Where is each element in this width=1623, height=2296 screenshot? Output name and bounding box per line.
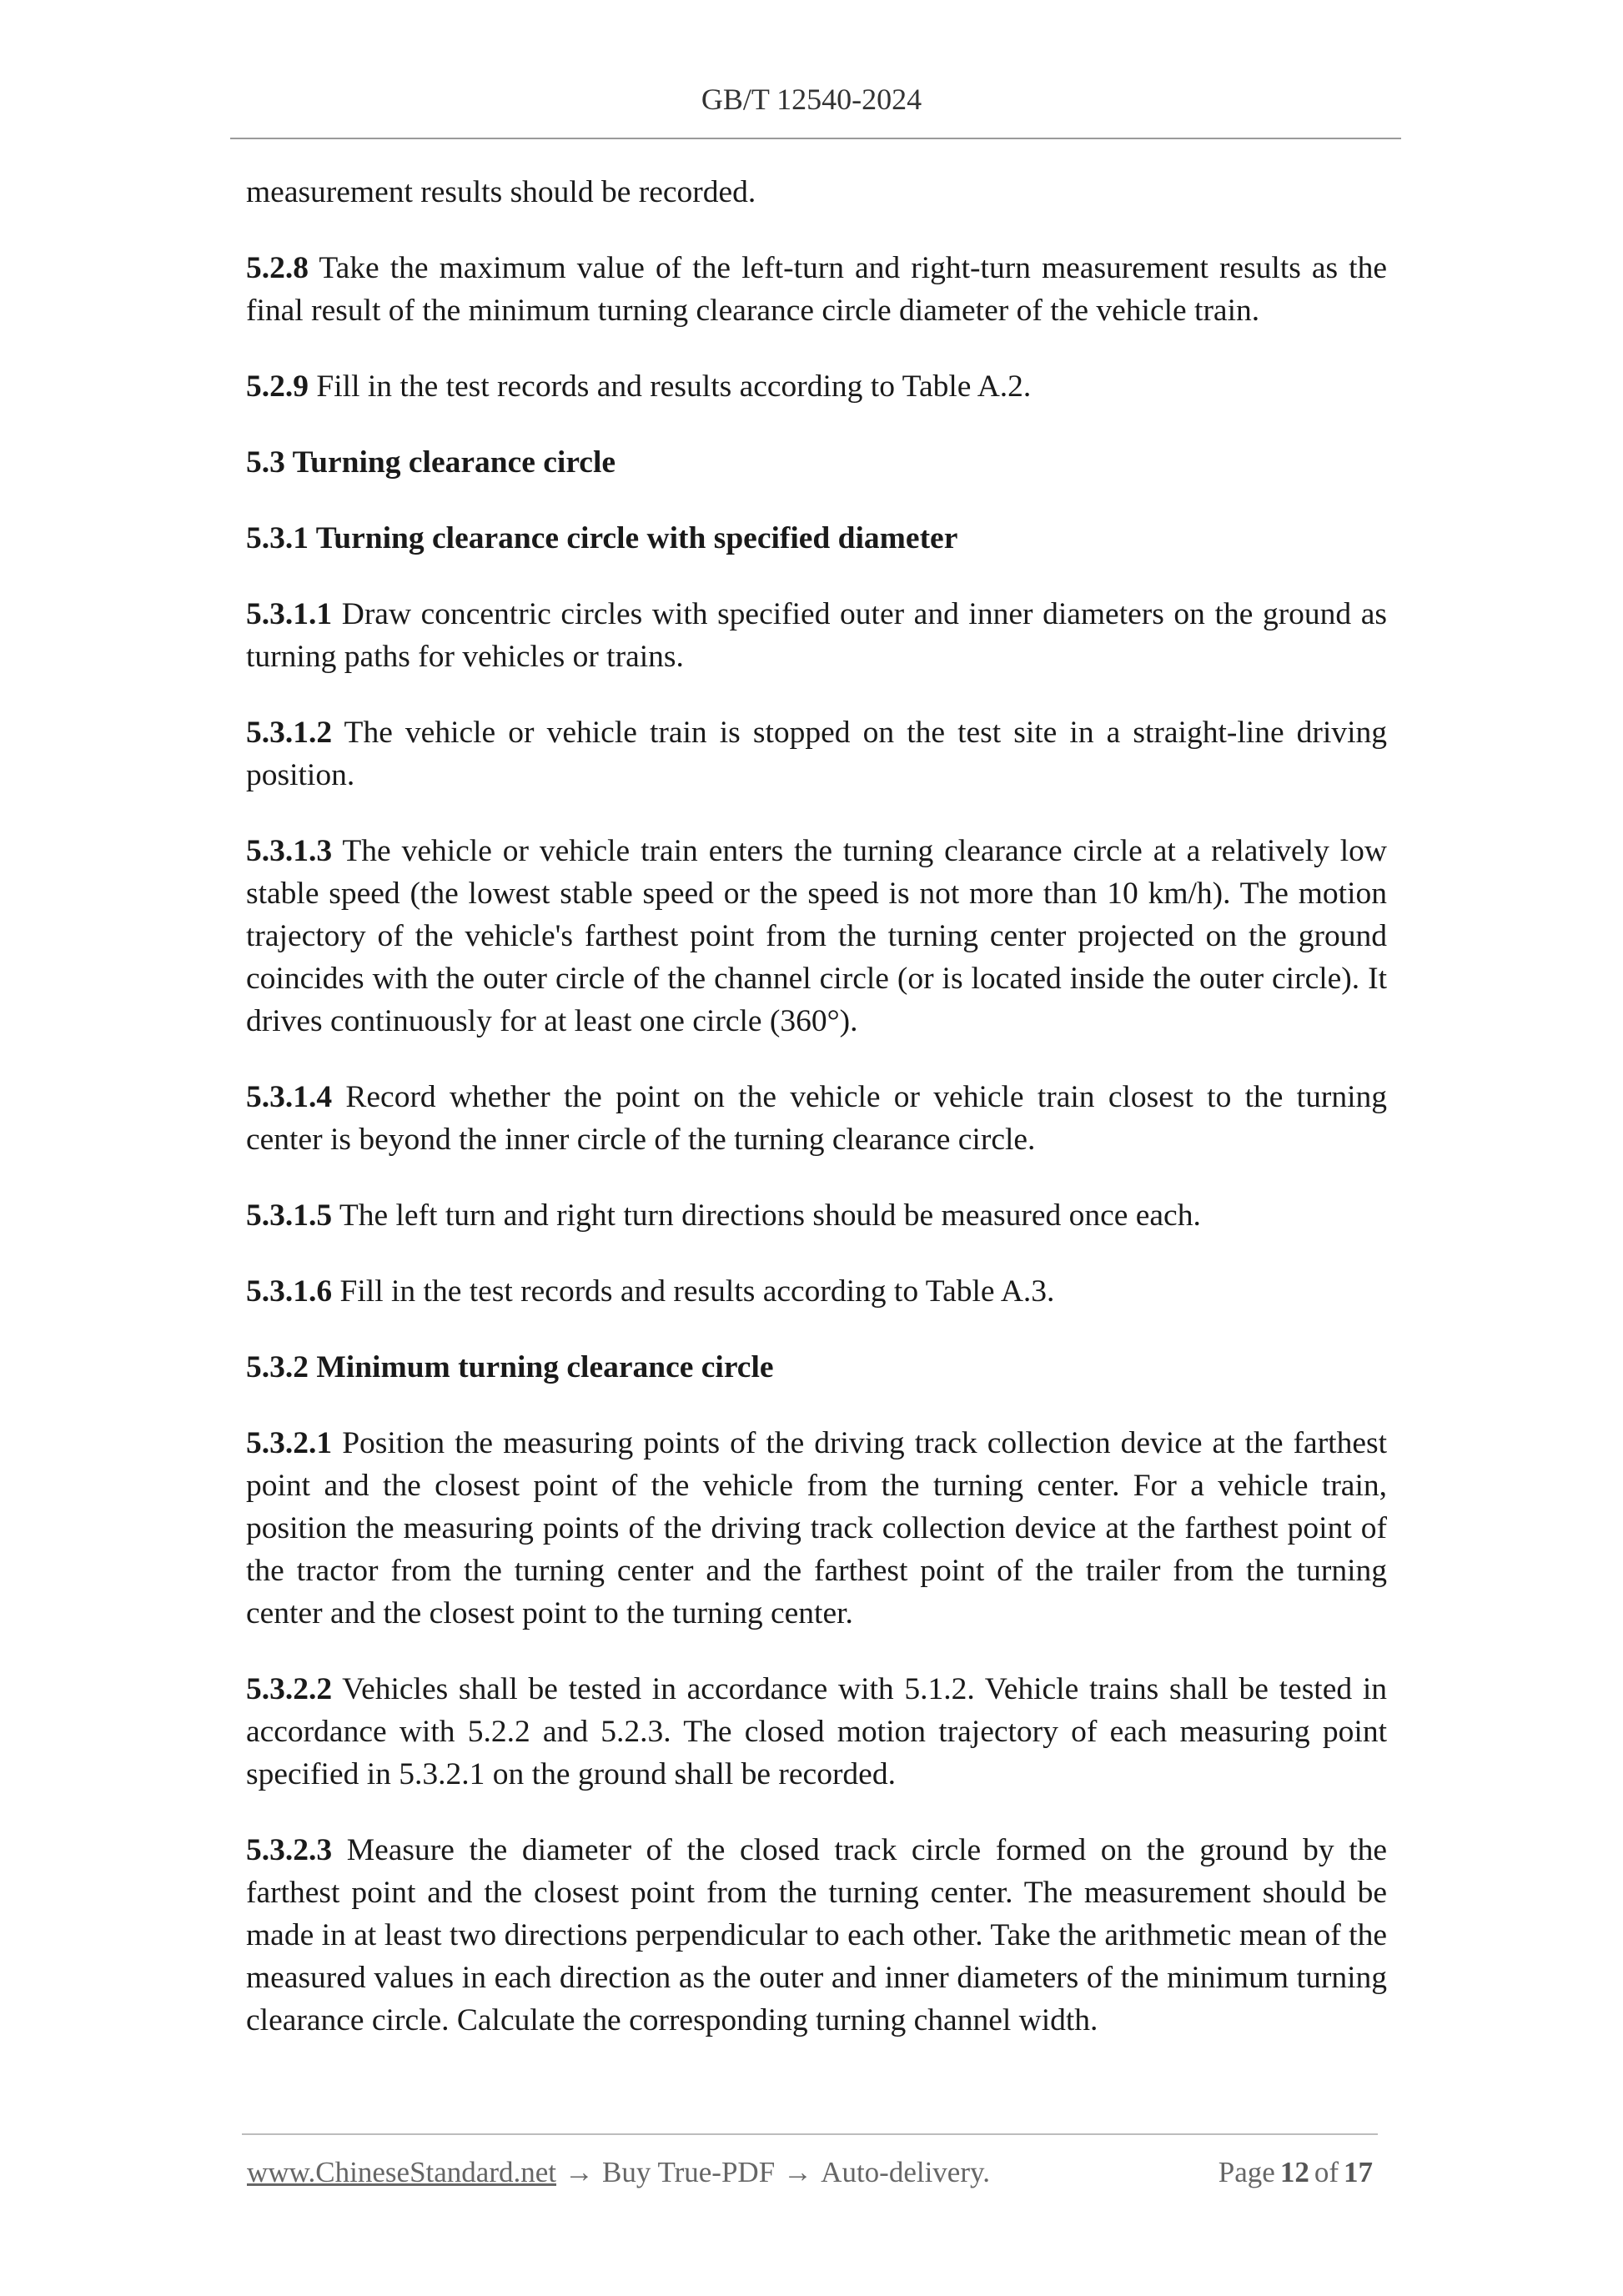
clause-number: 5.3.1.1 — [246, 597, 333, 631]
clause-5-3-1-5 — [246, 1194, 1387, 1237]
clause-text: Vehicles shall be tested in accordance with 5.1.2. Vehicle trains shall be tested in accordance with 5.2.2 and 5.2.3. The closed motion trajectory of each measuring point specified in 5.3.2.1 on the ground shall be recorded. — [246, 1672, 1387, 1791]
page-footer — [247, 2156, 1378, 2189]
auto-delivery-text: Auto-delivery. — [821, 2156, 990, 2188]
clause-text: Position the measuring points of the driving track collection device at the farthest point and the closest point of the vehicle from the turning center. For a vehicle train, position the measuring points of the driving track collection device at the farthest point of the tractor from the turning center and the farthest point of the trailer from the turning center and the closest point to the turning center. — [246, 1426, 1388, 1630]
clause-5-3-1-4 — [246, 1076, 1387, 1161]
header-divider — [230, 138, 1401, 139]
clause-text: The left turn and right turn directions should be measured once each. — [339, 1198, 1201, 1233]
section-heading-5-3-2: 5.3.2 Minimum turning clearance circle — [246, 1350, 774, 1384]
buy-true-pdf-text: Buy True-PDF — [602, 2156, 776, 2188]
clause-5-3-1-2 — [246, 711, 1387, 796]
page-total: 17 — [1344, 2156, 1373, 2188]
clause-5-3-2-3 — [246, 1829, 1387, 2042]
footer-links — [247, 2156, 990, 2189]
clause-text: Draw concentric circles with specified outer and inner diameters on the ground as turning paths for vehicles or trains. — [246, 597, 1388, 674]
document-header-title: GB/T 12540-2024 — [701, 83, 922, 116]
clause-5-3-1-1 — [246, 593, 1387, 678]
clause-text: Take the maximum value of the left-turn and right-turn measurement results as the final result of the minimum turning clearance circle diameter of the vehicle train. — [246, 251, 1387, 328]
section-heading-5-3-1: 5.3.1 Turning clearance circle with specified diameter — [246, 521, 958, 555]
clause-number: 5.2.9 — [246, 369, 309, 404]
website-link[interactable]: www.ChineseStandard.net — [247, 2156, 556, 2188]
clause-number: 5.3.1.5 — [246, 1198, 333, 1233]
clause-number: 5.3.2.2 — [246, 1672, 333, 1706]
clause-number: 5.2.8 — [246, 251, 309, 285]
clause-number: 5.3.2.1 — [246, 1426, 333, 1460]
clause-number: 5.3.1.3 — [246, 834, 333, 868]
page-of-label: of — [1314, 2156, 1339, 2188]
footer-divider — [242, 2133, 1378, 2135]
clause-number: 5.3.2.3 — [246, 1833, 333, 1867]
clause-5-2-8 — [246, 247, 1387, 332]
document-body — [246, 171, 1387, 2075]
page-current: 12 — [1279, 2156, 1309, 2188]
clause-number: 5.3.1.4 — [246, 1080, 333, 1114]
clause-text: Fill in the test records and results according to Table A.3. — [339, 1274, 1055, 1309]
clause-5-3-2-1 — [246, 1422, 1387, 1635]
clause-text: Record whether the point on the vehicle or vehicle train closest to the turning center is beyond the inner circle of the turning clearance circle. — [246, 1080, 1387, 1157]
clause-5-3-2-2 — [246, 1668, 1387, 1796]
section-heading-5-3: 5.3 Turning clearance circle — [246, 445, 616, 480]
clause-text: The vehicle or vehicle train is stopped on the test site in a straight-line driving position. — [246, 716, 1387, 792]
clause-5-3-1-6 — [246, 1270, 1387, 1313]
paragraph-continuation — [246, 171, 1387, 214]
clause-5-3-1-3 — [246, 830, 1387, 1042]
clause-5-2-9 — [246, 365, 1387, 408]
page-label: Page — [1218, 2156, 1275, 2188]
clause-text: Measure the diameter of the closed track circle formed on the ground by the farthest point and the closest point from the turning center. The measurement should be made in at least two directions perpendicular to each other. Take the arithmetic mean of the measured values in each direction as the outer and inner diameters of the minimum turning clearance circle. Calculate the corresponding turning channel width. — [246, 1833, 1388, 2037]
page-indicator — [1219, 2156, 1378, 2189]
clause-text: Fill in the test records and results according to Table A.2. — [316, 369, 1032, 404]
arrow-right-icon: → — [783, 2156, 813, 2188]
clause-number: 5.3.1.2 — [246, 716, 333, 750]
arrow-right-icon: → — [565, 2156, 594, 2188]
clause-number: 5.3.1.6 — [246, 1274, 333, 1309]
clause-text: The vehicle or vehicle train enters the turning clearance circle at a relatively low stable speed (the lowest stable speed or the speed is not more than 10 km/h). The motion trajectory of the vehicle's farthest point from the turning center projected on the ground coincides with the outer circle of the channel circle (or is located inside the outer circle). It drives continuously for at least one circle (360°). — [246, 834, 1387, 1038]
paragraph-text: measurement results should be recorded. — [246, 175, 756, 209]
